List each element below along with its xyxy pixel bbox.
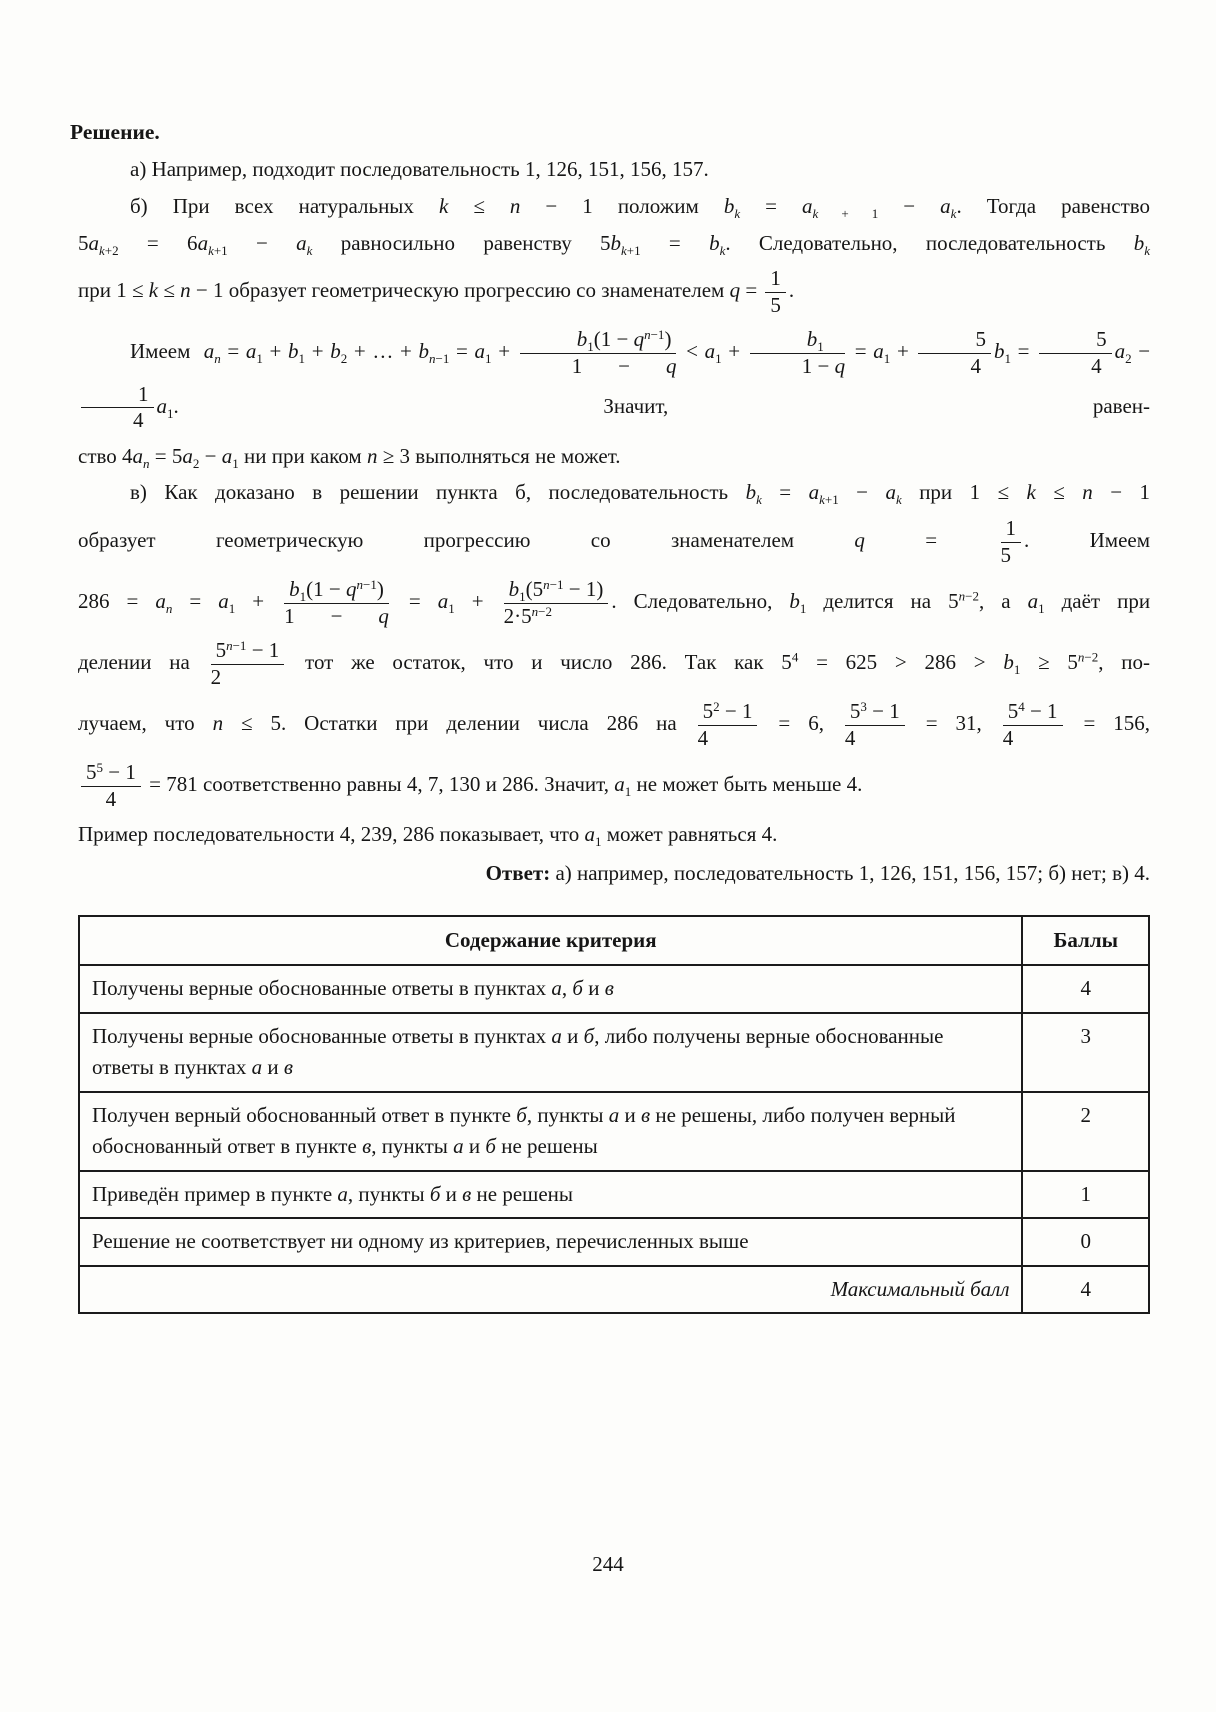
criteria-table	[78, 915, 1150, 1315]
solution-line-v4: делении на $\frac{5^{n-1} - 1}{2}$ тот же остаток, что и число 286. Так как $5^4 = 625 > 286 > b_1 \ge 5^{n-2}$, по-	[78, 638, 1150, 689]
solution-line-v5: лучаем, что n ≤ 5. Остатки при делении числа 286 на $\frac{5^2 - 1}{4}$ = 6, $\frac{5^3 - 1}{4}$ = 31, $\frac{5^4 - 1}{4}$ = 156,	[78, 699, 1151, 750]
table-row	[79, 965, 1149, 1013]
solution-line-v2: образует геометрическую прогрессию со знаменателем q = $\frac{1}{5}$ . Имеем	[78, 516, 1151, 567]
solution-line-b2: $5a_{k+2} = 6a_{k+1} - a_k$ равносильно равенству $5b_{k+1} = b_k$. Следовательно, последовательность $b_k$	[78, 230, 1151, 258]
criteria-cell: Решение не соответствует ни одному из критериев, перечисленных выше	[79, 1218, 1022, 1266]
criteria-cell: Получены верные обоснованные ответы в пунктах а и б, либо получены верные обоснованные ответы в пунктах а и в	[79, 1013, 1022, 1092]
criteria-table-header-row	[79, 916, 1149, 966]
solution-line-b1: б) При всех натуральных k ≤ n − 1 положим $b_k = a_{k + 1} - a_k$. Тогда равенство	[130, 193, 1151, 221]
page-number: 244	[592, 1552, 624, 1576]
points-cell: 3	[1022, 1013, 1149, 1092]
table-footer-row	[79, 1266, 1149, 1314]
solution-line-a: а) Например, подходит последовательность 1, 126, 151, 156, 157.	[130, 157, 709, 181]
solution-line-v6: $\frac{5^5 - 1}{4}$ = 781 соответственно равны 4, 7, 130 и 286. Значит, $a_1$ не может быть меньше 4.	[78, 759, 1150, 813]
criteria-cell: Получен верный обоснованный ответ в пункте б, пункты а и в не решены, либо получен верный обоснованный ответ в пункте в, пункты а и б не решены	[79, 1092, 1022, 1171]
points-cell: 2	[1022, 1092, 1149, 1171]
solution-line-example: Пример последовательности 4, 239, 286 показывает, что $a_1$ может равняться 4.	[78, 822, 778, 850]
points-cell: 1	[1022, 1171, 1149, 1219]
criteria-cell: Приведён пример в пункте а, пункты б и в не решены	[79, 1171, 1022, 1219]
solution-line-b3: при 1 ≤ k ≤ n − 1 образует геометрическую прогрессию со знаменателем q = $\frac{1}{5}$ .	[78, 266, 795, 317]
max-score-label: Максимальный балл	[79, 1266, 1022, 1314]
points-header-cell: Баллы	[1022, 916, 1149, 966]
solution-line-v1: в) Как доказано в решении пункта б, последовательность $b_k = a_{k+1} - a_k$ при 1 ≤ k ≤ n − 1	[130, 480, 1151, 508]
answer-line: Ответ: а) например, последовательность 1, 126, 151, 156, 157; б) нет; в) 4.	[485, 861, 1150, 886]
solution-line-imeem2: ство $4a_n = 5a_2 - a_1$ ни при каком n ≥ 3 выполняться не может.	[78, 443, 621, 471]
table-row	[79, 1092, 1149, 1171]
solution-section	[70, 120, 1151, 1314]
table-row	[79, 1171, 1149, 1219]
solution-line-v3: $286 = a_n = a_1$ + $\frac{b_1(1 - q^{n-1})}{1 - q}$ = $a_1$ + $\frac{b_1(5^{n-1} - 1)}{2\cdot 5^{n-2}}$ . Следовательно, $b_1$ делится на $5^{n-2}$, а $a_1$ даёт при	[78, 577, 1151, 628]
criteria-header-cell: Содержание критерия	[79, 916, 1022, 966]
points-cell: 0	[1022, 1218, 1149, 1266]
points-cell: 4	[1022, 965, 1149, 1013]
solution-heading: Решение.	[70, 120, 160, 144]
table-row	[79, 1013, 1149, 1092]
table-row	[79, 1218, 1149, 1266]
solution-line-imeem1: Имеем $a_n = a_1 + b_1 + b_2$ + … + $b_{n-1} = a_1$ + $\frac{b_1(1 - q^{n-1})}{1 - q}$ < $a_1$ + $\frac{b_1}{1 - q}$ = $a_1$ + $\frac{5}{4}$ $b_1$ = $\frac{5}{4}$ $a_2$ − $\frac{1}{4}$ $a_1$. Значит, равен-	[78, 326, 1150, 434]
max-score-value: 4	[1022, 1266, 1149, 1314]
criteria-cell: Получены верные обоснованные ответы в пунктах а, б и в	[79, 965, 1022, 1013]
